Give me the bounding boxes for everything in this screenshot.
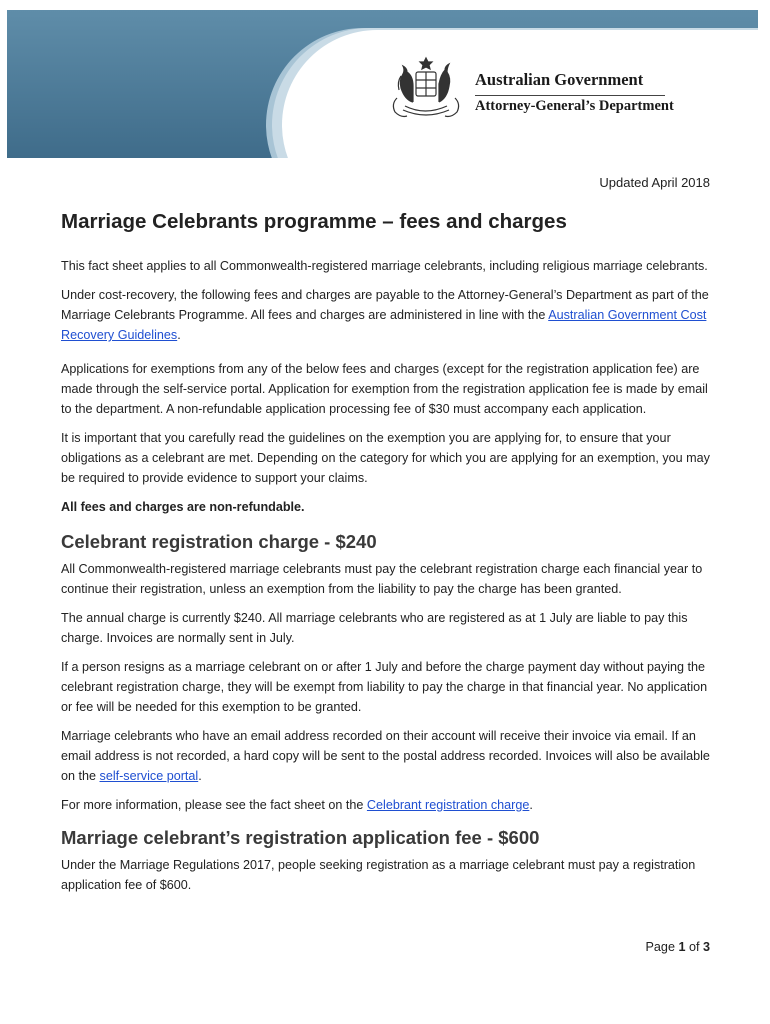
logo-government-text: Australian Government [475, 70, 644, 89]
coat-of-arms-icon [383, 54, 469, 124]
intro-paragraph-2 [61, 285, 713, 345]
application-fee-paragraph: Under the Marriage Regulations 2017, people seeking registration as a marriage celebrant must pay a registration application fee of $600. [61, 858, 696, 892]
logo-divider [475, 95, 665, 96]
page-total: 3 [702, 940, 710, 954]
page-of: of [688, 940, 700, 954]
charge-paragraph-2: The annual charge is currently $240. All marriage celebrants who are registered as at 1 July are liable to pay this charge. Invoices are normally sent in July. [61, 611, 688, 645]
page-title: Marriage Celebrants programme – fees and charges [61, 210, 567, 233]
document-body [61, 210, 713, 904]
logo-department-text: Attorney-General’s Department [475, 98, 674, 114]
page-current: 1 [678, 940, 686, 954]
intro-paragraph-1: This fact sheet applies to all Commonwealth-registered marriage celebrants, including religious marriage celebrants. [61, 259, 708, 273]
charge-paragraph-4 [61, 726, 713, 786]
intro-paragraph-3: Applications for exemptions from any of the below fees and charges (except for the registration application fee) are made through the self-service portal. Application for exemption from the registration application fee is made by email to the department. A non-refundable application processing fee of $30 must accompany each application. [61, 362, 708, 416]
cost-recovery-guidelines-link[interactable]: Australian Government Cost Recovery Guidelines [61, 308, 707, 342]
section-heading-registration-charge: Celebrant registration charge - $240 [61, 531, 377, 552]
charge-p4-text: Marriage celebrants who have an email address recorded on their account will receive their invoice via email. If an email address is not recorded, a hard copy will be sent to the postal address recorded. Invoices will also be available on the [61, 729, 710, 783]
government-logo [383, 54, 683, 126]
intro-p2-end: . [177, 328, 181, 342]
charge-p5-end: . [529, 798, 533, 812]
registration-charge-factsheet-link[interactable]: Celebrant registration charge [366, 798, 530, 812]
page-number [646, 940, 710, 954]
charge-paragraph-5 [61, 795, 713, 815]
non-refundable-notice: All fees and charges are non-refundable. [61, 500, 305, 514]
page-label: Page [645, 940, 675, 954]
charge-p4-end: . [198, 769, 202, 783]
updated-date: Updated April 2018 [599, 175, 710, 190]
charge-p5-text: For more information, please see the fact sheet on the [61, 798, 367, 812]
section-heading-application-fee: Marriage celebrant’s registration application fee - $600 [61, 827, 540, 848]
self-service-portal-link[interactable]: self-service portal [99, 769, 199, 783]
charge-paragraph-3: If a person resigns as a marriage celebrant on or after 1 July and before the charge payment day without paying the celebrant registration charge, they will be exempt from liability to pay the charge in that financial year. No application or fee will be needed for this exemption to be granted. [61, 660, 708, 714]
charge-paragraph-1: All Commonwealth-registered marriage celebrants must pay the celebrant registration charge each financial year to continue their registration, unless an exemption from the liability to pay the charge has been granted. [61, 562, 703, 596]
intro-p2-text: Under cost-recovery, the following fees and charges are payable to the Attorney-General’s Department as part of the Marriage Celebrants Programme. All fees and charges are administered in line with the [61, 288, 709, 322]
intro-paragraph-4: It is important that you carefully read the guidelines on the exemption you are applying for, to ensure that your obligations as a celebrant are met. Depending on the category for which you are applying for an exemption, you may be required to provide evidence to support your claims. [61, 431, 710, 485]
